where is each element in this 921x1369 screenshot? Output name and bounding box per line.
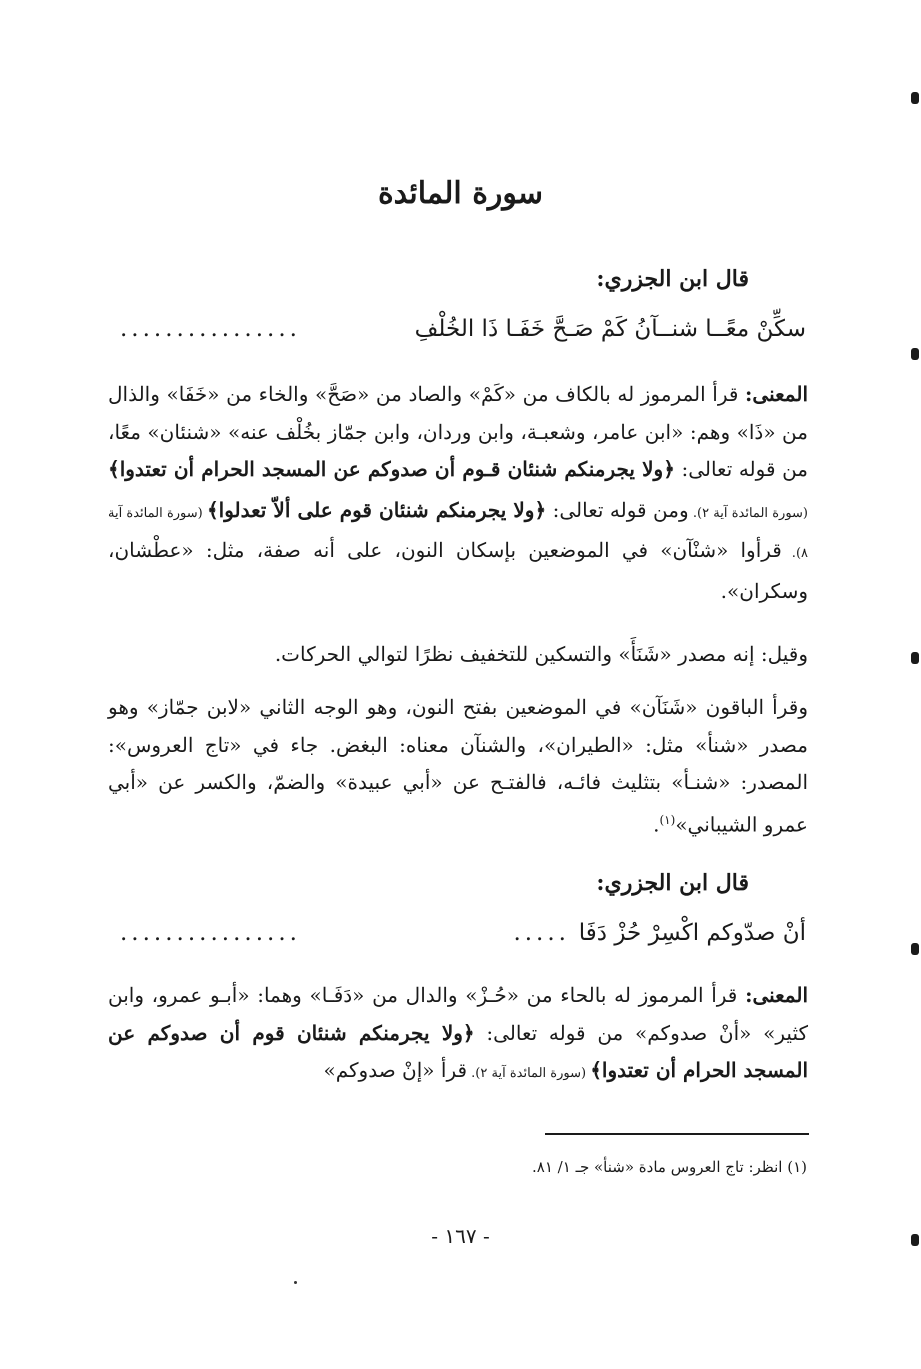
paragraph-text: وقرأ الباقون «شَنَآن» في الموضعين بفتح النون، وهو الوجه الثاني «لابن جمّاز» وهو مصدر «شنأ» مثل: «الطيران»، والشنآن معناه: البغض. جاء في «تاج العروس»: المصدر: «شنـأ» بتثليث فائـه، فالفتـح عن «أبي عبيدة» والضمّ، والكسر عن «أبي عمرو الشيباني» (108, 695, 808, 837)
quran-quote: ﴿ولا يجرمنكم شنئان قوم على ألاّ تعدلوا﴾ (206, 497, 547, 522)
paragraph-text: . (653, 812, 660, 837)
scan-edge-mark (911, 92, 919, 104)
commentary-paragraph (108, 376, 808, 610)
scan-edge-mark (911, 943, 919, 955)
scan-edge-mark (911, 1234, 919, 1246)
surah-reference: (سورة المائدة آية ٨). (108, 505, 808, 561)
section-heading: قال ابن الجزري: (596, 266, 749, 292)
surah-reference: (سورة المائدة آية ٢). (688, 505, 809, 521)
verse-text: أنْ صدّوكم اكْسِرْ حُزْ دَفَا (578, 920, 806, 946)
paragraph-text: قرأوا «شنْآن» في الموضعين بإسكان النون، على أنه صفة، مثل: «عطْشان، وسكران». (108, 538, 808, 603)
verse-line (120, 316, 806, 356)
footnote-marker: (١) (659, 812, 676, 827)
paragraph-text: قرأ «إنْ صدوكم» (323, 1058, 468, 1082)
verse-line (120, 920, 806, 960)
verse-ellipsis: ..... (513, 920, 570, 946)
paragraph-label: المعنى: (745, 983, 809, 1007)
scan-edge-mark (911, 348, 919, 360)
paragraph-text: قرأ المرموز له بالكاف من «كَمْ» والصاد من «صَحَّ» والخاء من «خَفَا» والذال من «ذَا» وهم: «ابن عامر، وشعبـة، وابن وردان، وابن جمّاز بخُلْف عنه» «شنئان» معًا، من قوله تعالى: (108, 382, 809, 481)
quran-quote: ﴿ولا يجرمنكم شنئان قوم أن صدوكم عن المسجد الحرام أن تعتدوا﴾ (108, 1020, 808, 1082)
verse-text: سكِّنْ معًــا شنــآنُ كَمْ صَـحَّ خَفَـا ذَا الخُلْفِ (414, 316, 806, 342)
paragraph-label: المعنى: (745, 382, 808, 406)
paragraph-text: ومن قوله تعالى: (546, 497, 689, 522)
footnote: (١) انظر: تاج العروس مادة «شنأ» جـ ١/ ٨١. (532, 1158, 807, 1176)
quran-quote: ﴿ولا يجرمنكم شنئان قـوم أن صدوكم عن المسجد الحرام أن تعتدوا﴾ (108, 457, 675, 481)
footnote-divider (545, 1133, 809, 1135)
paragraph-text: قرأ المرموز له بالحاء من «حُـزْ» والدال من «دَفَـا» وهما: «أبـو عمرو، وابن كثير» «أنْ صدوكم» من قوله تعالى: (108, 983, 808, 1045)
scan-speck (294, 1281, 297, 1284)
commentary-paragraph (108, 977, 808, 1093)
verse-ellipsis: ................ (120, 316, 301, 342)
verse-ellipsis: ................ (120, 920, 301, 946)
commentary-paragraph: وقيل: إنه مصدر «شَنَأَ» والتسكين للتخفيف نظرًا لتوالي الحركات. (274, 642, 808, 666)
page-title: سورة المائدة (377, 176, 544, 211)
surah-reference: (سورة المائدة آية ٢). (467, 1066, 591, 1081)
scan-edge-mark (911, 652, 919, 664)
section-heading: قال ابن الجزري: (596, 870, 749, 896)
page-number: - ١٦٧ - (431, 1224, 490, 1248)
commentary-paragraph (108, 689, 808, 844)
